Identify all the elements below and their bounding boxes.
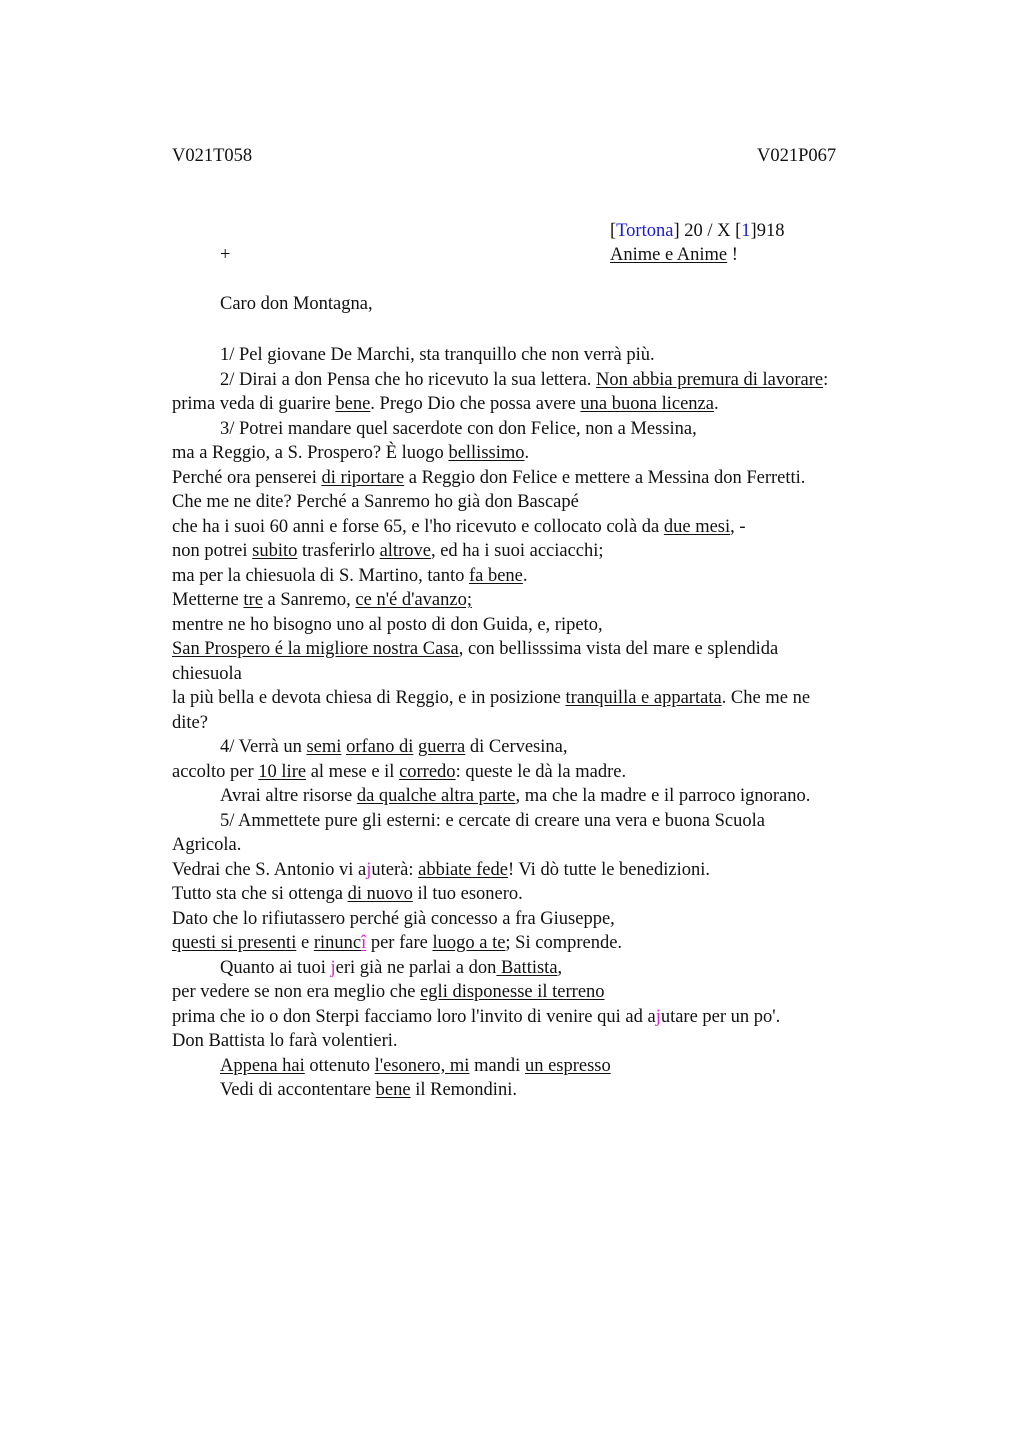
line-19: Avrai altre risorse da qualche altra parte, ma che la madre e il parroco ignorano. bbox=[220, 786, 811, 806]
line-27: per vedere se non era meglio che egli disponesse il terreno bbox=[172, 982, 605, 1002]
line-11: Metterne tre a Sanremo, ce n'é d'avanzo; bbox=[172, 590, 472, 610]
motto-tail: ! bbox=[727, 245, 738, 265]
line-26: Quanto ai tuoi jeri già ne parlai a don Battista, bbox=[220, 957, 563, 978]
letter-date bbox=[610, 221, 784, 242]
line-20: 5/ Ammettete pure gli esterni: e cercate di creare una vera e buona Scuola bbox=[220, 810, 765, 831]
line-4: 3/ Potrei mandare quel sacerdote con don Felice, non a Messina, bbox=[220, 418, 697, 439]
line-10: ma per la chiesuola di S. Martino, tanto fa bene. bbox=[172, 565, 528, 586]
line-3: prima veda di guarire bene. Prego Dio che possa avere una buona licenza. bbox=[172, 394, 719, 414]
line-21: Agricola. bbox=[172, 835, 242, 855]
line-18: accolto per 10 lire al mese e il corredo: queste le dà la madre. bbox=[172, 761, 627, 782]
date-place: Tortona bbox=[616, 221, 674, 241]
header-right-code: V021P067 bbox=[757, 146, 837, 166]
motto-text: Anime e Anime bbox=[610, 245, 728, 265]
date-bracket-open: [ bbox=[610, 221, 617, 241]
letter-body bbox=[172, 343, 912, 1103]
line-28: prima che io o don Sterpi facciamo loro l'invito di venire qui ad ajutare per un po'. bbox=[172, 1006, 781, 1027]
line-17: 4/ Verrà un semi orfano di guerra di Cervesina, bbox=[220, 737, 568, 757]
line-23: Tutto sta che si ottenga di nuovo il tuo esonero. bbox=[172, 884, 523, 904]
line-9: non potrei subito trasferirlo altrove, ed ha i suoi acciacchi; bbox=[172, 541, 604, 561]
line-1: 1/ Pel giovane De Marchi, sta tranquillo che non verrà più. bbox=[220, 345, 655, 365]
line-31: Vedi di accontentare bene il Remondini. bbox=[220, 1080, 517, 1100]
line-2: 2/ Dirai a don Pensa che ho ricevuto la sua lettera. Non abbia premura di lavorare: bbox=[220, 369, 829, 390]
line-30: Appena hai ottenuto l'esonero, mi mandi un espresso bbox=[220, 1055, 611, 1076]
date-mid: 20 / X [ bbox=[679, 221, 742, 241]
line-6: Perché ora penserei di riportare a Reggio don Felice e mettere a Messina don Ferretti. bbox=[172, 467, 806, 488]
header-left-code: V021T058 bbox=[172, 146, 253, 166]
line-8: che ha i suoi 60 anni e forse 65, e l'ho ricevuto e collocato colà da due mesi, - bbox=[172, 516, 746, 537]
line-16: dite? bbox=[172, 712, 208, 733]
line-5: ma a Reggio, a S. Prospero? È luogo bellissimo. bbox=[172, 443, 530, 463]
line-25: questi si presenti e rinuncî per fare luogo a te; Si comprende. bbox=[172, 933, 623, 953]
greeting: Caro don Montagna, bbox=[220, 294, 373, 314]
date-year-tail: ]918 bbox=[750, 221, 785, 241]
line-14: chiesuola bbox=[172, 663, 242, 684]
date-year-digit: 1 bbox=[741, 221, 751, 241]
line-22: Vedrai che S. Antonio vi ajuterà: abbiate fede! Vi dò tutte le benedizioni. bbox=[172, 859, 710, 880]
cross-mark: + bbox=[220, 245, 231, 265]
line-15: la più bella e devota chiesa di Reggio, e in posizione tranquilla e appartata. Che me ne bbox=[172, 688, 811, 708]
line-7: Che me ne dite? Perché a Sanremo ho già don Bascapé bbox=[172, 492, 579, 512]
line-12: mentre ne ho bisogno uno al posto di don Guida, e, ripeto, bbox=[172, 614, 603, 635]
line-13: San Prospero é la migliore nostra Casa, con bellisssima vista del mare e splendida bbox=[172, 639, 779, 659]
letter-motto bbox=[610, 245, 738, 266]
line-24: Dato che lo rifiutassero perché già concesso a fra Giuseppe, bbox=[172, 908, 615, 929]
date-bracket-close: ] bbox=[673, 221, 680, 241]
line-29: Don Battista lo farà volentieri. bbox=[172, 1031, 398, 1051]
